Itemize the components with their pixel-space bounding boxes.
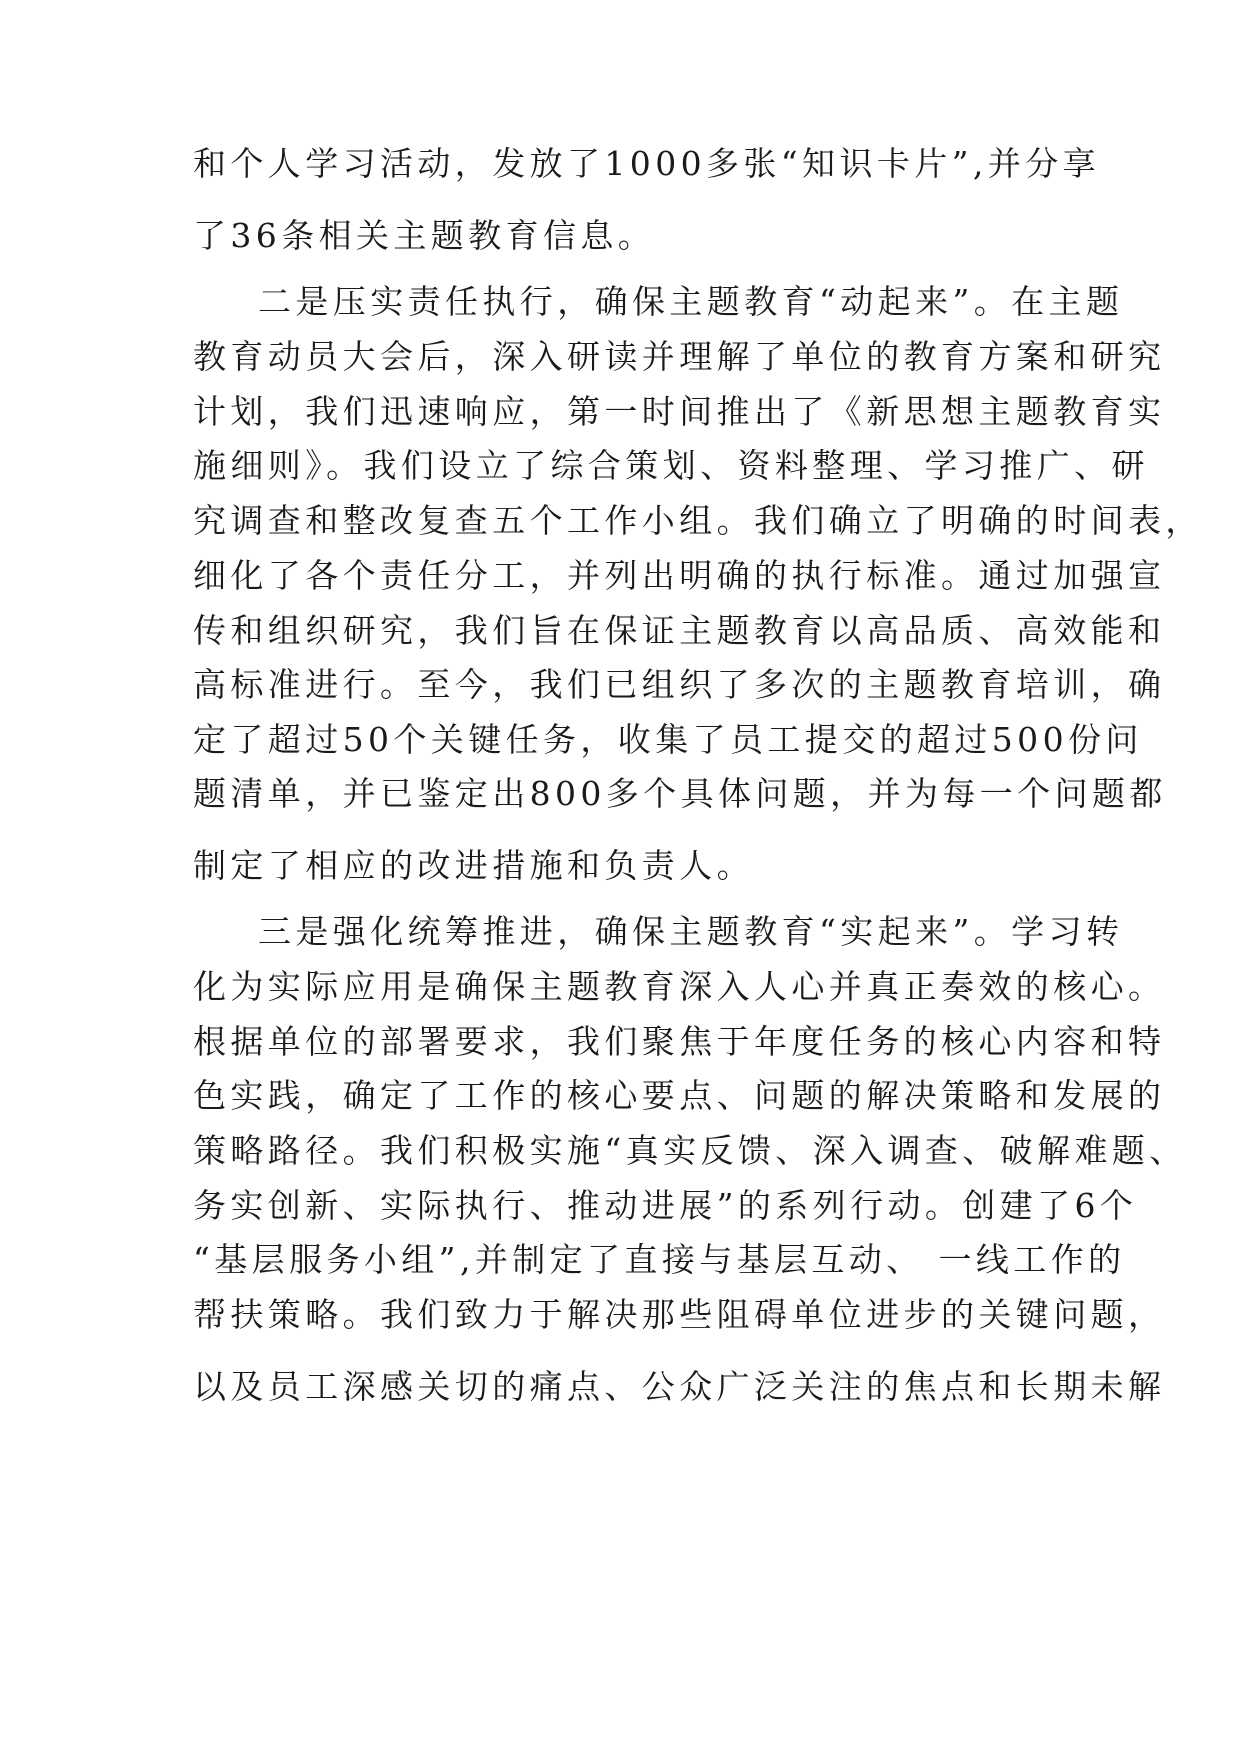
body-text-line: 教育动员大会后，深入研读并理解了单位的教育方案和研究	[193, 337, 1166, 376]
paragraph-first-line: 三是强化统筹推进，确保主题教育“实起来”。学习转	[258, 912, 1124, 951]
body-text-line: “基层服务小组”,并制定了直接与基层互动、 一线工作的	[193, 1240, 1126, 1279]
body-text-line: 细化了各个责任分工，并列出明确的执行标准。通过加强宣	[193, 556, 1166, 595]
body-text-line: 策略路径。我们积极实施“真实反馈、深入调查、破解难题、	[193, 1131, 1187, 1170]
body-text-line: 究调查和整改复查五个工作小组。我们确立了明确的时间表，	[193, 501, 1203, 540]
body-text-line: 计划，我们迅速响应，第一时间推出了《新思想主题教育实	[193, 392, 1166, 431]
body-text-line: 制定了相应的改进措施和负责人。	[193, 846, 754, 885]
body-text-line: 了36条相关主题教育信息。	[193, 216, 656, 255]
body-text-line: 和个人学习活动，发放了1000多张“知识卡片”,并分享	[193, 144, 1101, 183]
body-text-line: 高标准进行。至今，我们已组织了多次的主题教育培训，确	[193, 665, 1166, 704]
body-text-line: 以及员工深感关切的痛点、公众广泛关注的焦点和长期未解	[193, 1367, 1166, 1406]
body-text-line: 题清单，并已鉴定出800多个具体问题，并为每一个问题都	[193, 774, 1167, 813]
body-text-line: 根据单位的部署要求，我们聚焦于年度任务的核心内容和特	[193, 1022, 1166, 1061]
body-text-line: 色实践，确定了工作的核心要点、问题的解决策略和发展的	[193, 1076, 1166, 1115]
body-text-line: 传和组织研究，我们旨在保证主题教育以高品质、高效能和	[193, 611, 1166, 650]
paragraph-first-line: 二是压实责任执行，确保主题教育“动起来”。在主题	[258, 282, 1124, 321]
body-text-line: 化为实际应用是确保主题教育深入人心并真正奏效的核心。	[193, 967, 1166, 1006]
body-text-line: 务实创新、实际执行、推动进展”的系列行动。创建了6个	[193, 1186, 1138, 1225]
body-text-line: 施细则》。我们设立了综合策划、资料整理、学习推广、研	[193, 446, 1149, 485]
body-text-line: 帮扶策略。我们致力于解决那些阻碍单位进步的关键问题，	[193, 1295, 1166, 1334]
body-text-line: 定了超过50个关键任务，收集了员工提交的超过500份问	[193, 720, 1143, 759]
